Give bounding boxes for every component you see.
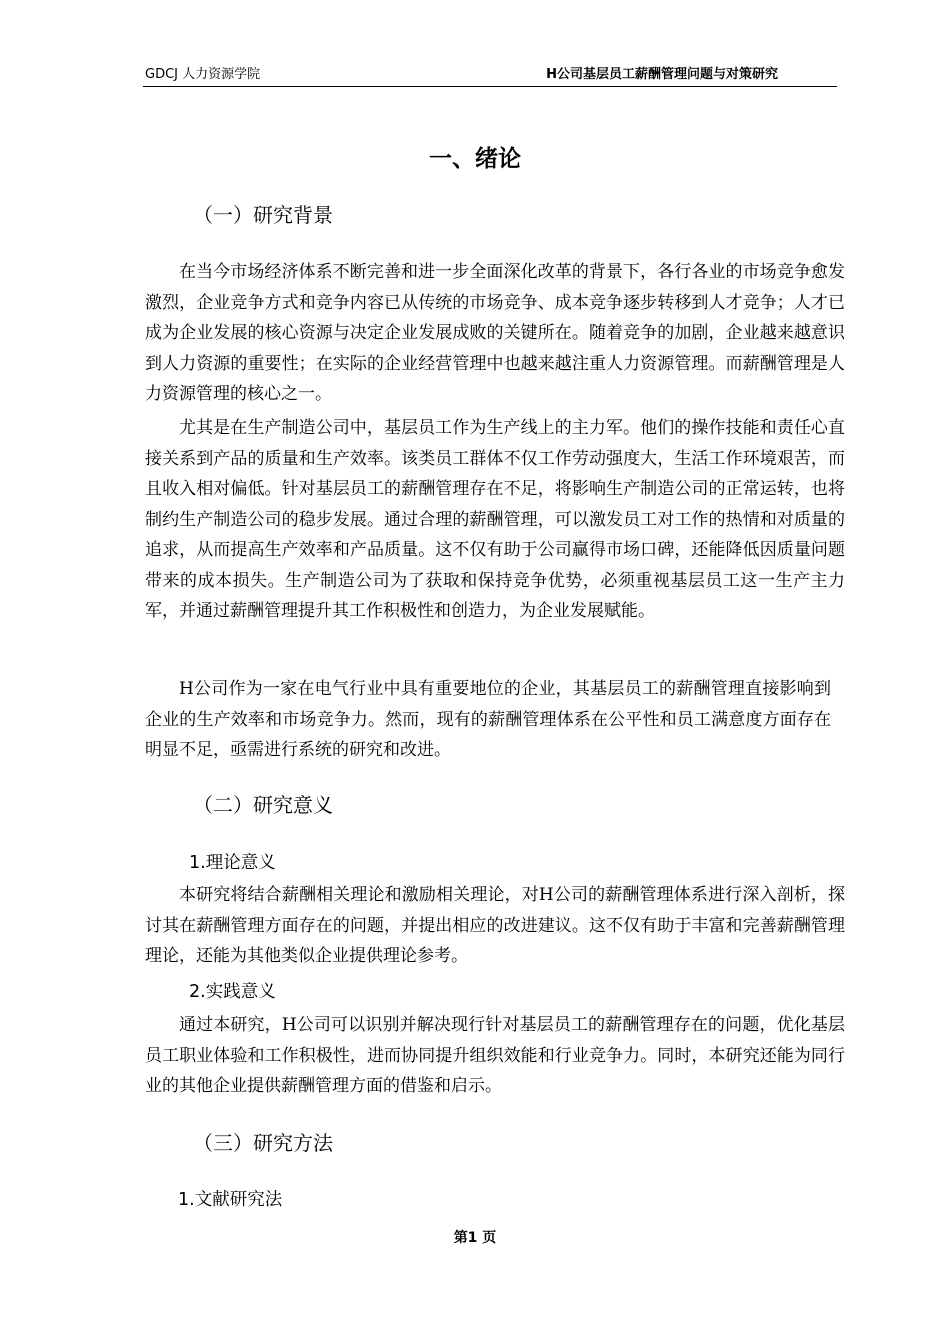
page-number: 第1 页 — [453, 1230, 497, 1246]
paragraph: 尤其是在生产制造公司中，基层员工作为生产线上的主力军。他们的操作技能和责任心直接关系到产品的质量和生产效率。该类员工群体不仅工作劳动强度大，生活工作环境艰苦，而且收入相对偏低。针对基层员工的薪酬管理存在不足，将影响生产制造公司的正常运转，也将制约生产制造公司的稳步发展。通过合理的薪酬管理，可以激发员工对工作的热情和对质量的追求，从而提高生产效率和产品质量。这不仅有助于公司赢得市场口碑，还能降低因质量问题带来的成本损失。生产制造公司为了获取和保持竞争优势，必须重视基层员工这一生产主力军，并通过薪酬管理提升其工作积极性和创造力，为企业发展赋能。 — [145, 418, 845, 621]
paragraph: 本研究将结合薪酬相关理论和激励相关理论，对H公司的薪酬管理体系进行深入剖析，探讨其在薪酬管理方面存在的问题，并提出相应的改进建议。这不仅有助于丰富和完善薪酬管理理论，还能为其他类似企业提供理论参考。 — [145, 885, 845, 966]
subheading-literature: 1.文献研究法 — [178, 1190, 283, 1210]
section-heading-significance: （二）研究意义 — [193, 793, 333, 817]
section-heading-methods: （三）研究方法 — [193, 1131, 333, 1155]
paragraph: 通过本研究，H公司可以识别并解决现行针对基层员工的薪酬管理存在的问题，优化基层员工职业体验和工作积极性，进而协同提升组织效能和行业竞争力。同时，本研究还能为同行业的其他企业提供薪酬管理方面的借鉴和启示。 — [145, 1015, 845, 1096]
header-right: H公司基层员工薪酬管理问题与对策研究 — [546, 67, 778, 82]
section-heading-background: （一）研究背景 — [193, 203, 333, 227]
subheading-theory: 1.理论意义 — [189, 853, 276, 873]
header-rule — [143, 86, 837, 87]
subheading-practice: 2.实践意义 — [189, 982, 276, 1002]
chapter-title: 一、绪论 — [429, 146, 521, 172]
paragraph: 在当今市场经济体系不断完善和进一步全面深化改革的背景下，各行各业的市场竞争愈发激烈，企业竞争方式和竞争内容已从传统的市场竞争、成本竞争逐步转移到人才竞争；人才已成为企业发展的核心资源与决定企业发展成败的关键所在。随着竞争的加剧，企业越来越意识到人力资源的重要性；在实际的企业经营管理中也越来越注重人力资源管理。而薪酬管理是人力资源管理的核心之一。 — [145, 262, 845, 404]
header-left: GDCJ 人力资源学院 — [145, 67, 261, 82]
paragraph: H公司作为一家在电气行业中具有重要地位的企业，其基层员工的薪酬管理直接影响到企业的生产效率和市场竞争力。然而，现有的薪酬管理体系在公平性和员工满意度方面存在明显不足，亟需进行系统的研究和改进。 — [145, 679, 831, 760]
